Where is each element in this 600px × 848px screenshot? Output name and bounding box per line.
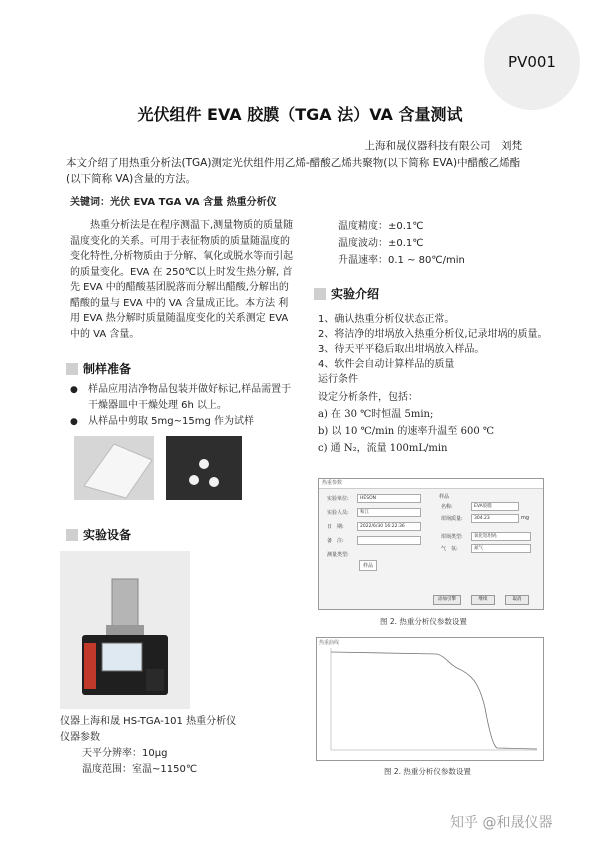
param-temperature-range: 温度范围：室温~1150℃ bbox=[82, 764, 198, 775]
section-equipment bbox=[66, 526, 131, 543]
dialog-value bbox=[357, 536, 421, 545]
section-intro-title: 实验介绍 bbox=[331, 287, 380, 301]
condition-item: a) 在 30 ℃时恒温 5min; bbox=[318, 409, 434, 420]
dialog-label: 名称: bbox=[441, 504, 453, 510]
section-prep bbox=[66, 360, 131, 377]
dialog-title: 热重参数 bbox=[319, 479, 543, 489]
step-item: 运行条件 bbox=[318, 374, 358, 385]
dialog-value: EVA胶膜 bbox=[471, 502, 519, 511]
instrument-name: 仪器上海和晟 HS-TGA-101 热重分析仪 bbox=[60, 716, 237, 727]
dialog-label: 坩埚类型: bbox=[441, 534, 463, 540]
section-prep-title: 制样准备 bbox=[83, 362, 132, 376]
spec-accuracy: 温度精度：±0.1℃ bbox=[338, 221, 424, 232]
steps-list bbox=[318, 312, 548, 387]
tga-instrument-icon bbox=[60, 551, 190, 709]
dialog-value: HESON bbox=[357, 494, 421, 503]
disc-samples-icon bbox=[166, 436, 242, 500]
dialog-label: 备 注: bbox=[327, 538, 344, 544]
list-item-text: 样品应用洁净物品包装并做好标记,样品需置于干燥器皿中干燥处理 6h 以上。 bbox=[88, 384, 292, 411]
instrument-caption bbox=[60, 714, 236, 778]
section-intro bbox=[314, 285, 379, 302]
dialog-value: 304.23 bbox=[471, 514, 519, 523]
tg-curve-plot bbox=[316, 637, 544, 761]
step-item: 1、确认热重分析仪状态正常。 bbox=[318, 314, 455, 325]
dialog-value: 氧化铝坩埚 bbox=[471, 532, 531, 541]
intro-paragraph: 热重分析法是在程序测温下,测量物质的质量随温度变化的关系。可用于表征物质的质量随温度的变化特性,分析物质由于分解、氧化或脱水等而引起的质量变化。EVA 在 250℃以上时发生热分解, 首先 EVA 中的醋酸基团脱落而分解出醋酸,分解出的醋酸的量与 EVA 中的 VA 含量成正比。本方法 利用 EVA 热分解时质量随温度变化的关系测定 EVA 中的 VA 含量。 bbox=[70, 220, 294, 340]
sample-photo-film bbox=[74, 436, 154, 500]
spec-fluctuation: 温度波动：±0.1℃ bbox=[338, 238, 424, 249]
dialog-button: 取消 bbox=[505, 595, 529, 605]
param-resolution: 天平分辨率：10μg bbox=[82, 748, 168, 759]
dialog-group-label: 样品 bbox=[439, 494, 450, 500]
film-sample-icon bbox=[74, 436, 154, 500]
dialog-label: 气 氛: bbox=[441, 546, 458, 552]
list-item bbox=[70, 414, 296, 430]
keywords: 关键词：光伏 EVA TGA VA 含量 热重分析仪 bbox=[70, 197, 277, 208]
dialog-value: 氮气 bbox=[471, 544, 531, 553]
watermark: 知乎 @和晟仪器 bbox=[450, 815, 553, 831]
dialog-button: 继续 bbox=[471, 595, 495, 605]
dialog-label: 测量类型: bbox=[327, 552, 349, 558]
instrument-photo bbox=[60, 551, 190, 709]
dialog-label: 实验人员: bbox=[327, 510, 349, 516]
list-item-text: 从样品中剪取 5mg~15mg 作为试样 bbox=[88, 416, 255, 427]
dialog-value: 2022/6/30 16:22:36 bbox=[357, 522, 421, 531]
parameter-dialog-screenshot bbox=[318, 478, 544, 610]
condition-item: c) 通 N₂，流量 100mL/min bbox=[318, 443, 448, 454]
abstract: 本文介绍了用热重分析法(TGA)测定光伏组件用乙烯-醋酸乙烯共聚物(以下简称 EVA)中醋酸乙烯酯(以下简称 VA)含量的方法。 bbox=[66, 157, 521, 185]
document-title: 光伏组件 EVA 胶膜（TGA 法）VA 含量测试 bbox=[137, 105, 463, 124]
document-id-badge: PV001 bbox=[484, 14, 580, 110]
section-marker-icon bbox=[66, 363, 78, 375]
figure-caption-dialog: 图 2. 热重分析仪参数设置 bbox=[380, 617, 467, 626]
conditions bbox=[318, 389, 494, 457]
figure-caption-curve: 图 2. 热重分析仪参数设置 bbox=[384, 767, 471, 776]
condition-item: b) 以 10 ℃/min 的速率升温至 600 ℃ bbox=[318, 426, 495, 437]
dialog-label: 坩埚质量: bbox=[441, 516, 463, 522]
spec-heating-rate: 升温速率：0.1 ~ 80℃/min bbox=[338, 255, 465, 266]
dialog-value: 和江 bbox=[357, 508, 421, 517]
dialog-label: 实验单位: bbox=[327, 496, 349, 502]
section-marker-icon bbox=[66, 529, 78, 541]
tg-curve-icon bbox=[317, 638, 543, 760]
section-marker-icon bbox=[314, 288, 326, 300]
spec-list bbox=[338, 218, 465, 269]
step-item: 2、将洁净的坩埚放入热重分析仪,记录坩埚的质量。 bbox=[318, 329, 548, 340]
section-equipment-title: 实验设备 bbox=[83, 528, 132, 542]
bullet-icon: ● bbox=[70, 417, 78, 427]
step-item: 4、软件会自动计算样品的质量 bbox=[318, 359, 455, 370]
dialog-button: 添加引擎 bbox=[433, 595, 461, 605]
instrument-params-label: 仪器参数 bbox=[60, 732, 100, 743]
sample-photo-discs bbox=[166, 436, 242, 500]
dialog-unit: mg bbox=[521, 515, 530, 521]
conditions-heading: 设定分析条件，包括： bbox=[318, 392, 418, 403]
plot-title: 热重曲线 bbox=[319, 640, 340, 646]
dialog-label: 日 期: bbox=[327, 524, 344, 530]
prep-bullets bbox=[70, 382, 296, 430]
list-item bbox=[70, 382, 296, 414]
step-item: 3、待天平平稳后取出坩埚放入样品。 bbox=[318, 344, 485, 355]
bullet-icon: ● bbox=[70, 385, 78, 395]
dialog-value: 样品 bbox=[359, 560, 377, 571]
author-line: 上海和晟仪器科技有限公司 刘梵 bbox=[364, 140, 522, 152]
